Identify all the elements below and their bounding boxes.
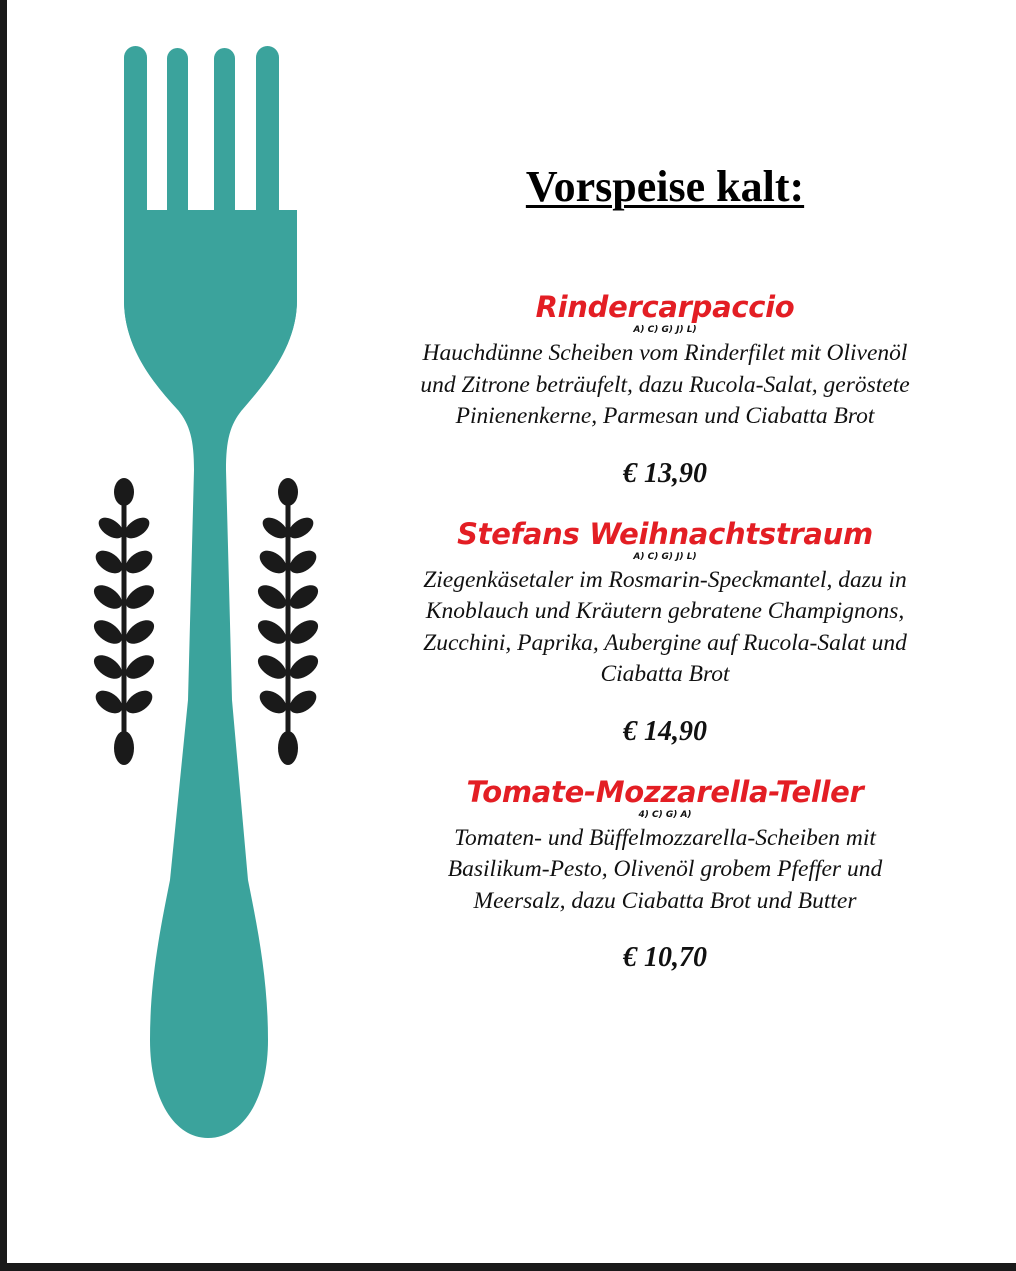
item-allergens: A) C) G) J) L) [633,325,697,335]
item-price: € 10,70 [623,942,707,973]
item-allergens: 4) C) G) A) [638,809,692,820]
fork-illustration [0,0,400,1271]
menu-item [400,290,930,491]
item-price: € 14,90 [623,715,707,747]
item-name: Tomate-Mozzarella-Teller [466,774,864,809]
item-name: Stefans Weihnachtstraum [457,516,873,551]
item-description: Hauchdünne Scheiben vom Rinderfilet mit Olivenöl und Zitrone beträufelt, dazu Rucola-Salat, geröstete Pinienenkerne, Parmesan und Ciabatta Brot [420,340,910,429]
menu-item [400,775,930,976]
menu-item [400,517,930,749]
item-description: Ziegenkäsetaler im Rosmarin-Speckmantel, dazu in Knoblauch und Kräutern gebratene Champignons, Zucchini, Paprika, Aubergine auf Rucola-Salat und Ciabatta Brot [423,566,907,687]
leaf-branch-icon [254,478,323,765]
item-name: Rindercarpaccio [535,290,795,324]
item-allergens: A) C) G) J) L) [633,551,697,562]
menu-section [400,160,930,1001]
section-heading: Vorspeise kalt: [525,162,805,211]
leaf-branch-icon [90,478,159,765]
item-description: Tomaten- und Büffelmozzarella-Scheiben mit Basilikum-Pesto, Olivenöl grobem Pfeffer und Meersalz, dazu Ciabatta Brot und Butter [447,824,883,914]
item-price: € 13,90 [623,457,707,489]
